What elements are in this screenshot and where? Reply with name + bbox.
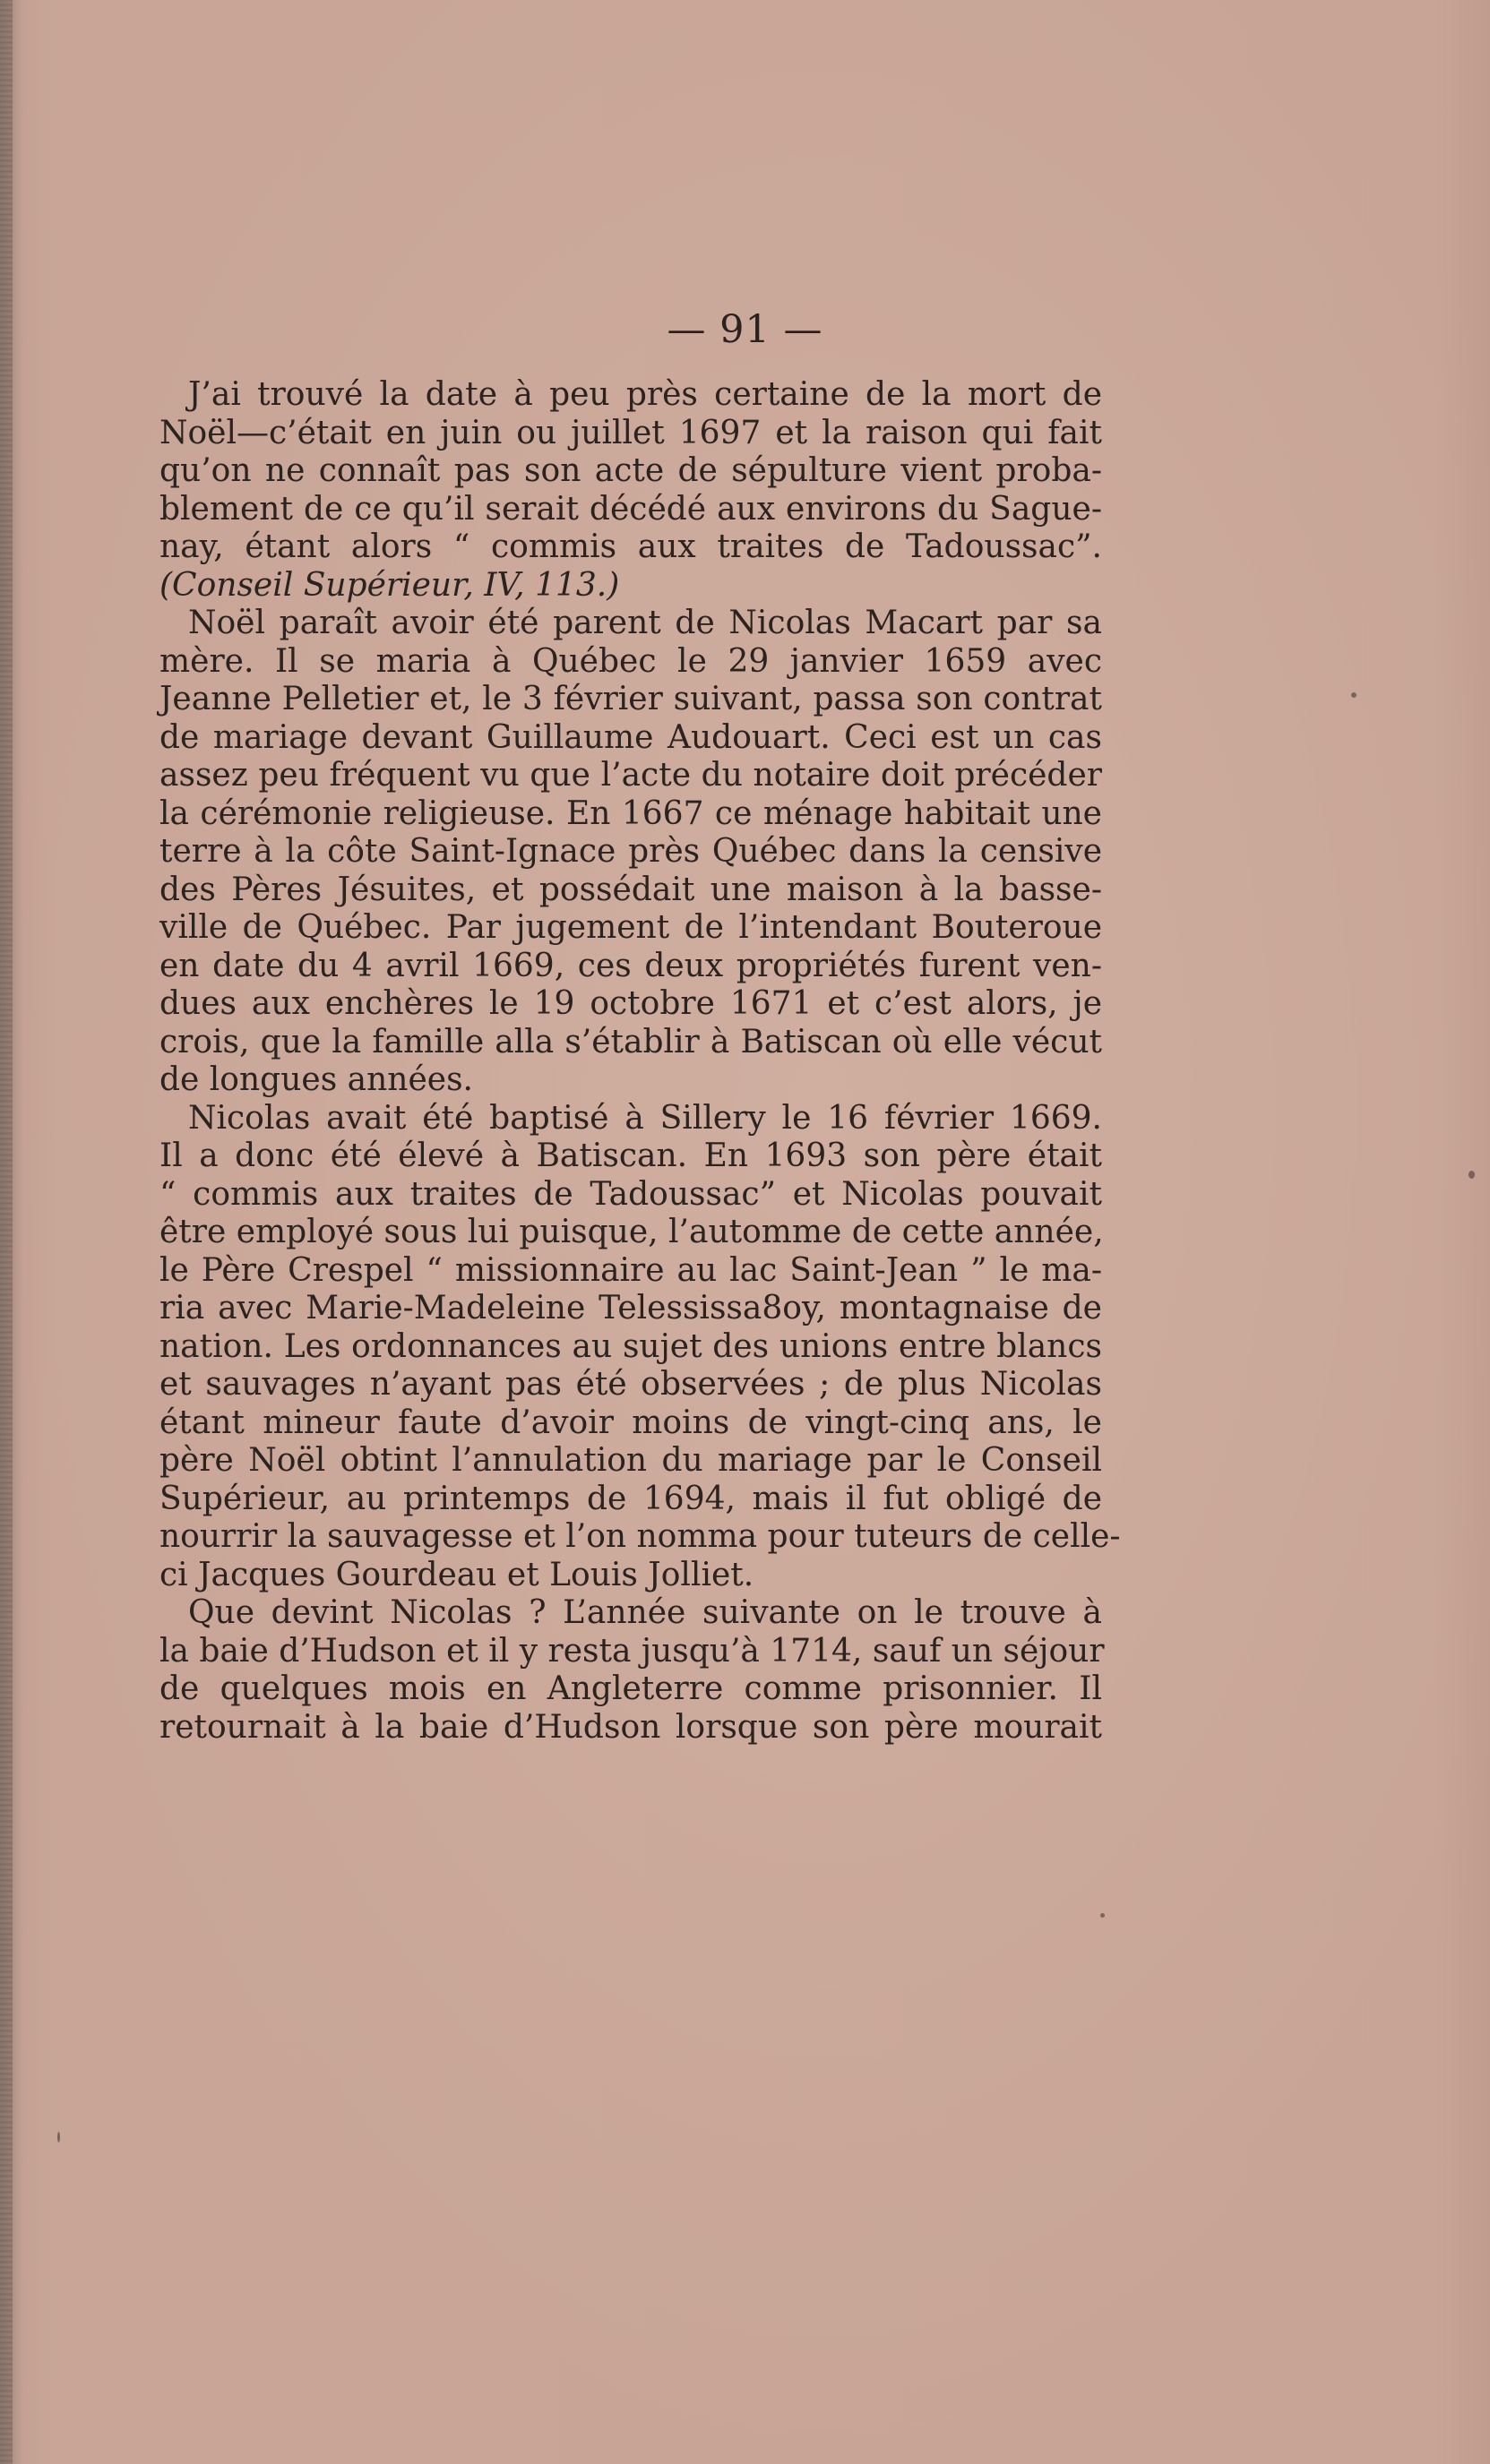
text-line: assez peu fréquent vu que l’acte du notaire doit précéder	[159, 757, 1102, 794]
text-line: père Noël obtint l’annulation du mariage par le Conseil	[159, 1442, 1102, 1479]
body-text	[159, 376, 1121, 1747]
paper-speck	[1100, 1913, 1105, 1918]
page-number: — 91 —	[667, 307, 823, 352]
text-line: Noël—c’était en juin ou juillet 1697 et la raison qui fait	[159, 414, 1102, 451]
text-line: de longues années.	[159, 1061, 473, 1098]
text-line: nation. Les ordonnances au sujet des unions entre blancs	[159, 1327, 1102, 1365]
text-line: mère. Il se maria à Québec le 29 janvier 1659 avec	[159, 642, 1102, 680]
text-line: Jeanne Pelletier et, le 3 février suivant, passa son contrat	[159, 681, 1102, 717]
paragraph	[159, 605, 1102, 1100]
text-line: Nicolas avait été baptisé à Sillery le 16 février 1669.	[188, 1099, 1102, 1137]
paper-speck	[1351, 692, 1357, 698]
text-line: qu’on ne connaît pas son acte de sépulture vient proba-	[159, 452, 1102, 489]
paragraph	[159, 376, 1102, 605]
text-line: retournait à la baie d’Hudson lorsque son père mourait	[159, 1708, 1102, 1746]
paragraph	[159, 1594, 1105, 1747]
text-line: de quelques mois en Angleterre comme prisonnier. Il	[159, 1670, 1102, 1707]
text-line: ria avec Marie-Madeleine Telessissa8oy, montagnaise de	[159, 1290, 1102, 1326]
text-line: blement de ce qu’il serait décédé aux environs du Sague-	[159, 490, 1102, 528]
text-line: terre à la côte Saint-Ignace près Québec dans la censive	[159, 833, 1102, 870]
text-line: de mariage devant Guillaume Audouart. Ceci est un cas	[159, 718, 1102, 756]
paper-speck	[57, 2132, 60, 2142]
text-line: ci Jacques Gourdeau et Louis Jolliet.	[159, 1556, 754, 1593]
text-line: le Père Crespel “ missionnaire au lac Saint-Jean ” le ma-	[159, 1251, 1102, 1289]
text-line: Il a donc été élevé à Batiscan. En 1693 son père était	[159, 1138, 1102, 1174]
text-line: (Conseil Supérieur, IV, 113.)	[159, 566, 620, 604]
text-line: la baie d’Hudson et il y resta jusqu’à 1714, sauf un séjour	[159, 1632, 1105, 1670]
text-line: Que devint Nicolas ? L’année suivante on le trouve à	[188, 1594, 1102, 1631]
text-line: étant mineur faute d’avoir moins de vingt-cinq ans, le	[159, 1404, 1102, 1441]
text-line: en date du 4 avril 1669, ces deux propriétés furent ven-	[159, 947, 1102, 984]
text-line: J’ai trouvé la date à peu près certaine de la mort de	[188, 376, 1102, 413]
text-line: être employé sous lui puisque, l’automme de cette année,	[159, 1214, 1104, 1250]
page-binding-edge	[0, 0, 13, 2464]
paper-speck	[1468, 1171, 1475, 1179]
text-line: nourrir la sauvagesse et l’on nomma pour tuteurs de celle-	[159, 1518, 1121, 1555]
text-line: nay, étant alors “ commis aux traites de Tadoussac”.	[159, 528, 1102, 565]
text-line: Supérieur, au printemps de 1694, mais il fut obligé de	[159, 1480, 1102, 1517]
text-line: la cérémonie religieuse. En 1667 ce ménage habitait une	[159, 794, 1102, 832]
text-line: crois, que la famille alla s’établir à Batiscan où elle vécut	[159, 1023, 1102, 1060]
text-line: “ commis aux traites de Tadoussac” et Nicolas pouvait	[159, 1175, 1102, 1213]
text-line: dues aux enchères le 19 octobre 1671 et c’est alors, je	[159, 985, 1102, 1022]
text-line: des Pères Jésuites, et possédait une maison à la basse-	[159, 871, 1102, 908]
text-line: et sauvages n’ayant pas été observées ; de plus Nicolas	[159, 1366, 1102, 1403]
paragraph	[159, 1099, 1121, 1595]
text-line: Noël paraît avoir été parent de Nicolas Macart par sa	[188, 605, 1102, 641]
text-line: ville de Québec. Par jugement de l’intendant Bouteroue	[159, 909, 1102, 946]
